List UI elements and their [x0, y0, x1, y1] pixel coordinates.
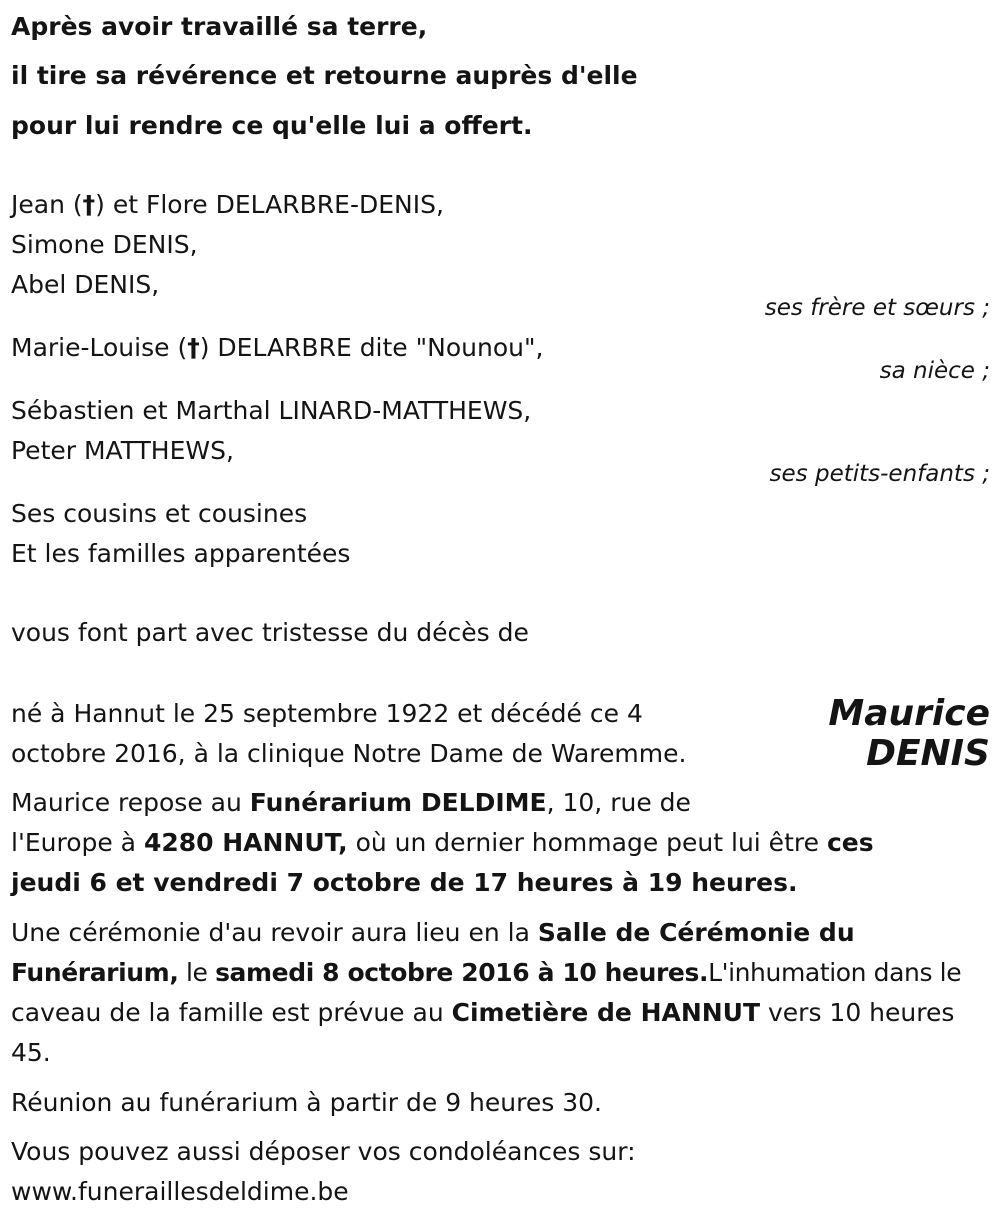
ceremony-line-1: Une cérémonie d'au revoir aura lieu en la Salle de Cérémonie du: [11, 918, 855, 947]
siblings-relation: ses frère et sœurs ;: [764, 295, 990, 321]
sibling-line-1: Jean (†) et Flore DELARBRE-DENIS,: [11, 190, 444, 219]
families-line: Et les familles apparentées: [11, 539, 351, 568]
ceremony-line-2: Funérarium, le samedi 8 octobre 2016 à 10 heures.L'inhumation dans le: [11, 958, 962, 987]
grandchild-line-2: Peter MATTHEWS,: [11, 436, 234, 465]
epigraph-line-2: il tire sa révérence et retourne auprès d'elle: [11, 61, 638, 90]
deceased-last-name: DENIS: [866, 733, 990, 774]
condolences-link[interactable]: www.funeraillesdeldime.be: [11, 1177, 349, 1206]
cousins-line: Ses cousins et cousines: [11, 499, 308, 528]
birth-line-2: octobre 2016, à la clinique Notre Dame de Waremme.: [11, 739, 687, 768]
cross-icon: †: [187, 333, 200, 362]
grandchild-line-1: Sébastien et Marthal LINARD-MATTHEWS,: [11, 396, 532, 425]
ceremony-line-4: 45.: [11, 1038, 51, 1067]
epigraph-line-1: Après avoir travaillé sa terre,: [11, 12, 428, 41]
announce-line: vous font part avec tristesse du décès de: [11, 618, 529, 647]
condolences-line: Vous pouvez aussi déposer vos condoléances sur:: [11, 1137, 636, 1166]
deceased-first-name: Maurice: [828, 693, 990, 734]
niece-relation: sa nièce ;: [879, 358, 990, 384]
grandchildren-relation: ses petits-enfants ;: [769, 461, 990, 487]
epigraph-line-3: pour lui rendre ce qu'elle lui a offert.: [11, 111, 533, 140]
ceremony-line-3: caveau de la famille est prévue au Cimetière de HANNUT vers 10 heures: [11, 998, 955, 1027]
meeting-line: Réunion au funérarium à partir de 9 heures 30.: [11, 1088, 602, 1117]
rest-line-1: Maurice repose au Funérarium DELDIME, 10, rue de: [11, 788, 691, 817]
cross-icon: †: [82, 190, 96, 219]
deceased-name: [828, 694, 990, 774]
rest-line-2: l'Europe à 4280 HANNUT, où un dernier hommage peut lui être ces: [11, 828, 874, 857]
rest-line-3: jeudi 6 et vendredi 7 octobre de 17 heures à 19 heures.: [11, 868, 798, 897]
sibling-line-3: Abel DENIS,: [11, 270, 160, 299]
sibling-line-2: Simone DENIS,: [11, 230, 198, 259]
birth-line-1: né à Hannut le 25 septembre 1922 et décédé ce 4: [11, 699, 643, 728]
niece-line: Marie-Louise (†) DELARBRE dite "Nounou",: [11, 333, 544, 362]
